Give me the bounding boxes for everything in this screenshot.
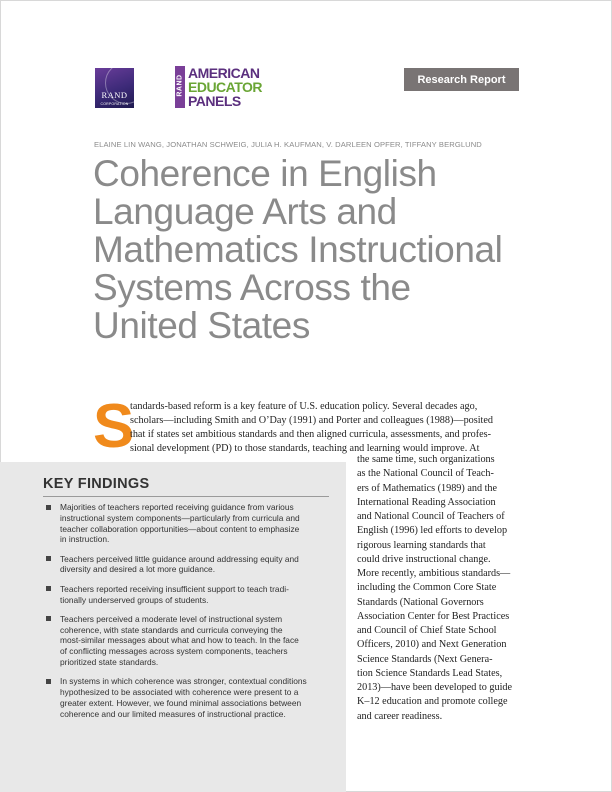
key-findings-list [45, 502, 335, 728]
key-finding-item [45, 676, 335, 719]
body-line: International Reading Association [357, 496, 496, 508]
key-finding-line: Teachers perceived little guidance around addressing equity and [60, 553, 299, 564]
key-finding-item [45, 614, 335, 668]
drop-cap: S [93, 392, 135, 461]
body-line: could drive instructional change. [357, 553, 491, 565]
body-line: 2013)—have been developed to guide [357, 682, 513, 693]
lead-line: tandards-based reform is a key feature of U.S. education policy. Several decades ago, [130, 401, 478, 412]
key-finding-line: coherence, with state standards and curricula conveying the [60, 624, 283, 635]
title-line: Systems Across the [93, 267, 411, 308]
key-finding-line: diversity and desired a lot more guidance. [60, 564, 216, 575]
key-finding-text [60, 554, 335, 576]
american-educator-panels-logo [175, 66, 295, 108]
key-finding-line: teacher collaboration opportunities—about content to emphasize [60, 523, 300, 534]
body-line: Standards (National Governors [357, 596, 484, 608]
body-line: More recently, ambitious standards— [357, 568, 511, 579]
title-line: United States [93, 305, 310, 346]
title-line: Language Arts and [93, 191, 397, 232]
key-finding-line: Teachers perceived a moderate level of instructional system [60, 613, 283, 624]
key-finding-line: instructional system components—particularly from curricula and [60, 512, 300, 523]
key-finding-line: in instruction. [60, 534, 110, 545]
key-finding-line: greater extent. However, we found minimal associations between [60, 697, 302, 708]
body-line: English (1996) led efforts to develop [357, 525, 508, 537]
body-line: including the Common Core State [357, 582, 497, 594]
key-finding-line: In systems in which coherence was stronger, contextual conditions [60, 676, 307, 687]
author-list: ELAINE LIN WANG, JONATHAN SCHWEIG, JULIA H. KAUFMAN, V. DARLEEN OPFER, TIFFANY BERGLUND [94, 140, 482, 149]
report-title [93, 155, 533, 345]
square-bullet-icon [46, 505, 51, 510]
lead-line: sional development (PD) to those standards, teaching and learning would improve. At [130, 443, 480, 454]
key-finding-text [60, 614, 335, 668]
title-line: Coherence in English [93, 153, 437, 194]
key-findings-heading: KEY FINDINGS [43, 476, 150, 492]
aep-logo-line-1: AMERICAN [188, 65, 260, 81]
aep-logo-line-3: PANELS [188, 93, 241, 109]
body-line: rigorous learning standards that [357, 539, 486, 551]
body-line: Science Standards (Next Genera- [357, 653, 493, 665]
key-finding-line: Majorities of teachers reported receiving guidance from various [60, 502, 294, 512]
rand-logo [95, 68, 134, 108]
aep-logo-side-text: RAND [176, 74, 184, 97]
lead-line: that if states set ambitious standards and then aligned curricula, assessments, and profes- [130, 429, 491, 440]
key-finding-text [60, 502, 335, 545]
aep-logo-bar [175, 66, 185, 108]
body-line: and Council of Chief State School [357, 625, 497, 636]
key-finding-line: prioritized state standards. [60, 657, 159, 668]
key-finding-line: most-similar messages about what and how to teach. In the face [60, 635, 299, 646]
key-findings-divider [43, 496, 329, 497]
body-line: and National Council of Teachers of [357, 511, 505, 522]
key-finding-item [45, 584, 335, 606]
body-column-right [357, 453, 547, 724]
key-finding-line: of conflicting messages across system components, teachers [60, 646, 288, 657]
key-finding-line: tionally underserved groups of students. [60, 594, 209, 605]
square-bullet-icon [46, 586, 51, 591]
research-report-badge: Research Report [404, 68, 519, 91]
key-finding-line: Teachers reported receiving insufficient support to teach tradi- [60, 583, 289, 594]
key-finding-line: coherence and our limited measures of instructional practice. [60, 708, 286, 719]
title-line: Mathematics Instructional [93, 229, 503, 270]
body-line: tion Science Standards Lead States, [357, 667, 503, 679]
key-finding-line: hypothesized to be associated with coherence were present to a [60, 687, 299, 698]
aep-logo-line-2: EDUCATOR [188, 79, 263, 95]
square-bullet-icon [46, 616, 51, 621]
body-line: K–12 education and promote college [357, 696, 508, 708]
rand-logo-wordmark: RAND [101, 90, 128, 100]
body-line: as the National Council of Teach- [357, 468, 494, 480]
key-finding-text [60, 584, 335, 606]
body-line: Officers, 2010) and Next Generation [357, 639, 507, 651]
body-line: ers of Mathematics (1989) and the [357, 482, 498, 494]
lead-line: scholars—including Smith and O’Day (1991) and Porter and colleagues (1988)—posited [130, 415, 493, 426]
key-finding-text [60, 676, 335, 719]
body-line: the same time, such organizations [357, 454, 495, 465]
square-bullet-icon [46, 556, 51, 561]
lead-text [130, 400, 510, 456]
key-finding-item [45, 502, 335, 545]
body-line: Association Center for Best Practices [357, 610, 510, 622]
rand-logo-subtext: CORPORATION [100, 102, 129, 106]
key-findings-box [0, 462, 346, 792]
square-bullet-icon [46, 679, 51, 684]
key-finding-item [45, 554, 335, 576]
body-line: and career readiness. [357, 710, 443, 722]
